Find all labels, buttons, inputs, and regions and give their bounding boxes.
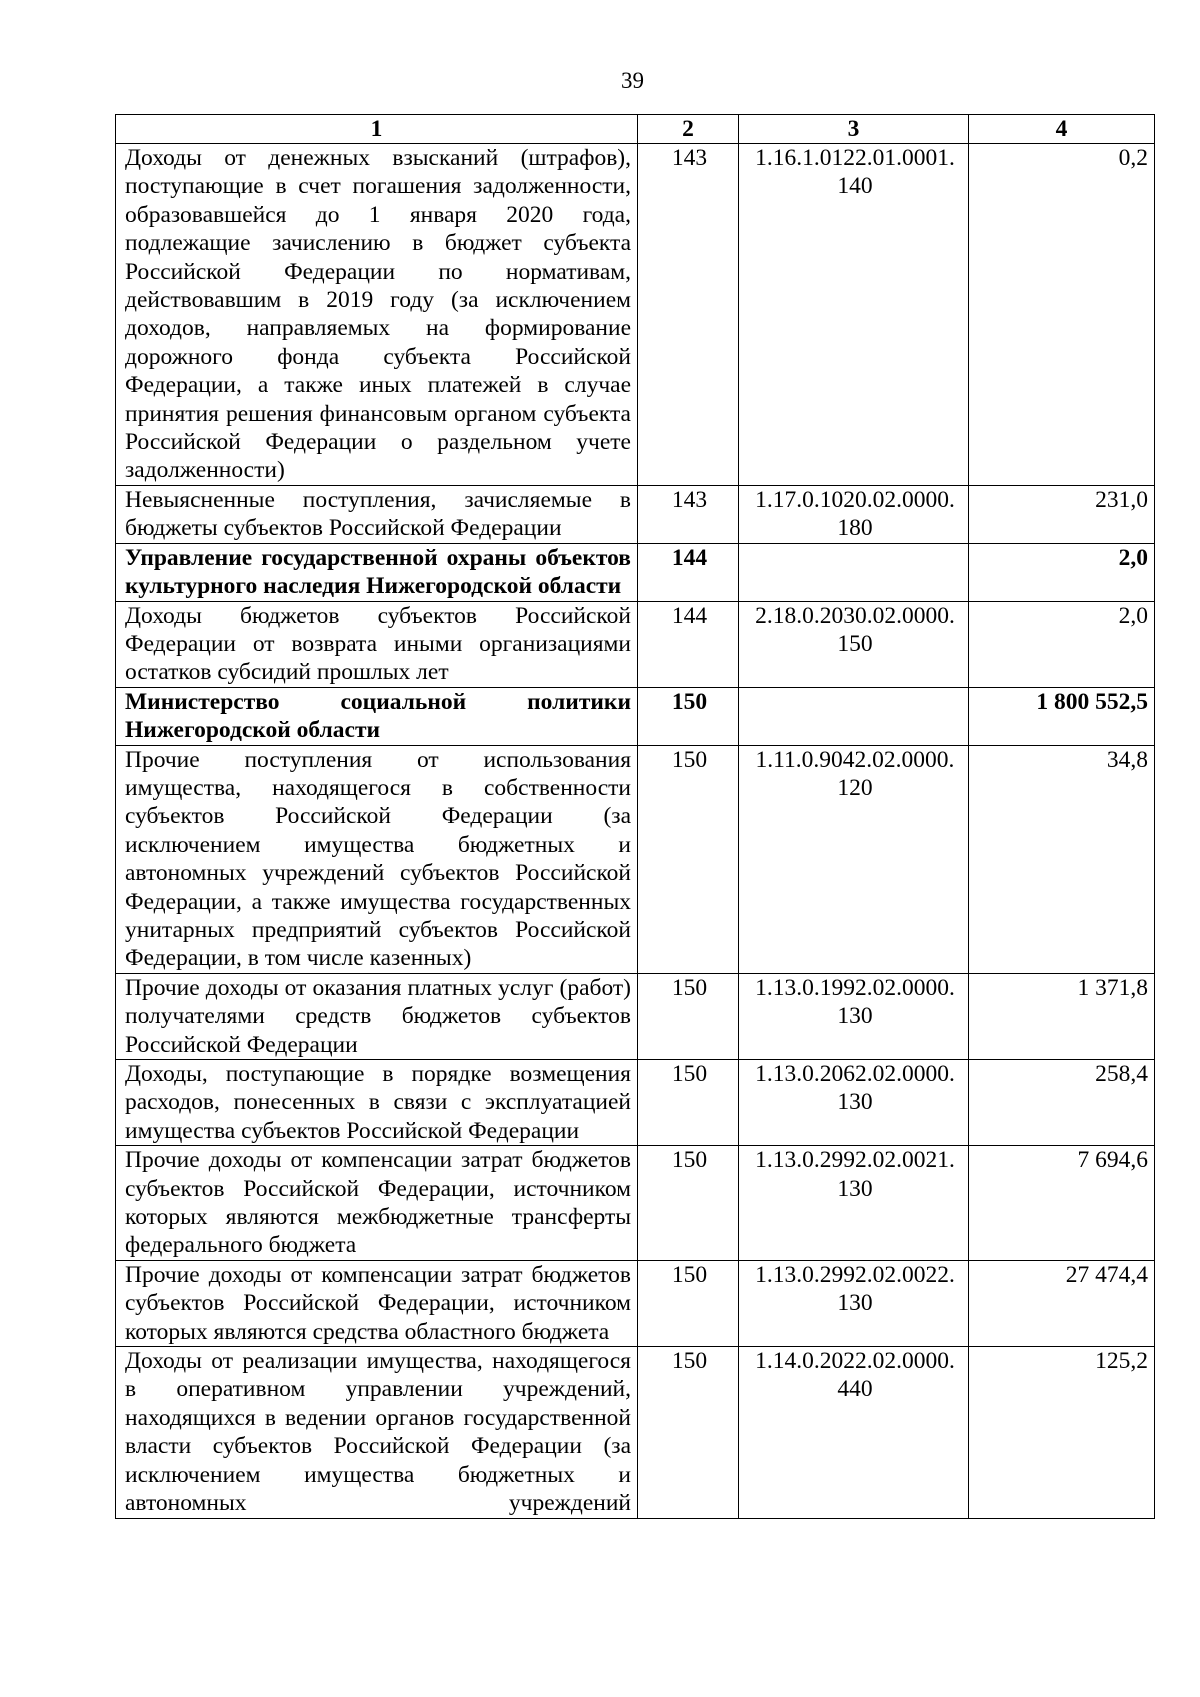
row-admin-code: 144 <box>638 601 739 687</box>
table-row <box>116 1060 1155 1146</box>
budget-code-line2: 130 <box>837 1003 873 1030</box>
row-admin-code: 143 <box>638 144 739 486</box>
table-row-department <box>116 543 1155 601</box>
row-admin-code: 150 <box>638 973 739 1059</box>
table-row <box>116 1260 1155 1346</box>
budget-code-line2: 440 <box>837 1376 873 1403</box>
budget-code-line2: 130 <box>837 1175 873 1202</box>
row-admin-code: 144 <box>638 543 739 601</box>
table-row <box>116 601 1155 687</box>
budget-code-line2: 120 <box>837 774 873 801</box>
row-admin-code: 150 <box>638 745 739 973</box>
row-admin-code: 143 <box>638 485 739 543</box>
row-budget-code <box>739 543 969 601</box>
row-amount: 1 371,8 <box>969 973 1155 1059</box>
row-description: Невыясненные поступления, зачисляемые в бюджеты субъектов Российской Федерации <box>116 485 638 543</box>
row-amount: 231,0 <box>969 485 1155 543</box>
table-row <box>116 144 1155 486</box>
table-header-row <box>116 115 1155 144</box>
row-budget-code <box>739 745 969 973</box>
row-amount: 0,2 <box>969 144 1155 486</box>
budget-code-line1: 1.16.1.0122.01.0001. <box>755 145 955 171</box>
budget-code-line1: 1.13.0.1992.02.0000. <box>755 974 955 1001</box>
row-amount: 258,4 <box>969 1060 1155 1146</box>
row-amount: 1 800 552,5 <box>969 687 1155 745</box>
row-budget-code <box>739 485 969 543</box>
row-amount: 7 694,6 <box>969 1146 1155 1261</box>
budget-code-line1: 2.18.0.2030.02.0000. <box>755 602 955 629</box>
page-number: 39 <box>621 68 644 93</box>
table-row <box>116 1347 1155 1518</box>
budget-code-line1: 1.14.0.2022.02.0000. <box>755 1348 955 1375</box>
row-description: Прочие доходы от компенсации затрат бюджетов субъектов Российской Федерации, источником которых являются межбюджетные трансферты федерального бюджета <box>116 1146 638 1261</box>
row-admin-code: 150 <box>638 1060 739 1146</box>
row-amount: 27 474,4 <box>969 1260 1155 1346</box>
row-description: Доходы бюджетов субъектов Российской Федерации от возврата иными организациями остатков субсидий прошлых лет <box>116 601 638 687</box>
row-admin-code: 150 <box>638 1260 739 1346</box>
row-budget-code <box>739 687 969 745</box>
row-admin-code: 150 <box>638 1146 739 1261</box>
row-budget-code <box>739 1060 969 1146</box>
table-row <box>116 745 1155 973</box>
row-amount: 34,8 <box>969 745 1155 973</box>
row-budget-code <box>739 973 969 1059</box>
row-description: Доходы от денежных взысканий (штрафов), поступающие в счет погашения задолженности, образовавшейся до 1 января 2020 года, подлежащие зачислению в бюджет субъекта Российской Федерации по нормативам, действовавшим в 2019 году (за исключением доходов, направляемых на формирование дорожного фонда субъекта Российской Федерации, а также иных платежей в случае принятия решения финансовым органом субъекта Российской Федерации о раздельном учете задолженности) <box>116 144 638 486</box>
row-amount: 2,0 <box>969 601 1155 687</box>
budget-code-line2: 140 <box>837 173 873 200</box>
row-description: Министерство социальной политики Нижегородской области <box>116 687 638 745</box>
row-amount: 125,2 <box>969 1347 1155 1518</box>
row-budget-code <box>739 1347 969 1518</box>
row-description: Доходы от реализации имущества, находящегося в оперативном управлении учреждений, находящихся в ведении органов государственной власти субъектов Российской Федерации (за исключением имущества бюджетных и автономных учреждений <box>116 1347 638 1518</box>
column-header-2: 2 <box>638 115 739 144</box>
column-header-3: 3 <box>739 115 969 144</box>
budget-code-line1: 1.13.0.2062.02.0000. <box>755 1061 955 1087</box>
row-budget-code <box>739 1146 969 1261</box>
table-row <box>116 485 1155 543</box>
row-description: Доходы, поступающие в порядке возмещения расходов, понесенных в связи с эксплуатацией имущества субъектов Российской Федерации <box>116 1060 638 1146</box>
column-header-1: 1 <box>116 115 638 144</box>
table-row <box>116 973 1155 1059</box>
row-budget-code <box>739 601 969 687</box>
table-row-department <box>116 687 1155 745</box>
budget-code-line1: 1.13.0.2992.02.0022. <box>755 1261 955 1288</box>
row-description: Прочие доходы от компенсации затрат бюджетов субъектов Российской Федерации, источником которых являются средства областного бюджета <box>116 1260 638 1346</box>
budget-code-line2: 180 <box>837 515 873 542</box>
row-admin-code: 150 <box>638 687 739 745</box>
budget-code-line2: 130 <box>837 1290 873 1317</box>
budget-code-line1: 1.13.0.2992.02.0021. <box>755 1147 955 1174</box>
row-description: Управление государственной охраны объектов культурного наследия Нижегородской области <box>116 543 638 601</box>
row-admin-code: 150 <box>638 1347 739 1518</box>
budget-code-line2: 150 <box>837 630 873 657</box>
row-budget-code <box>739 1260 969 1346</box>
row-amount: 2,0 <box>969 543 1155 601</box>
row-description: Прочие поступления от использования имущества, находящегося в собственности субъектов Российской Федерации (за исключением имущества бюджетных и автономных учреждений субъектов Российской Федерации, а также имущества государственных унитарных предприятий субъектов Российской Федерации, в том числе казенных) <box>116 745 638 973</box>
budget-code-line2: 130 <box>837 1089 873 1116</box>
column-header-4: 4 <box>969 115 1155 144</box>
table-row <box>116 1146 1155 1261</box>
budget-code-line1: 1.17.0.1020.02.0000. <box>755 486 955 513</box>
revenue-table <box>115 114 1155 1519</box>
row-budget-code <box>739 144 969 486</box>
budget-code-line1: 1.11.0.9042.02.0000. <box>755 746 955 773</box>
row-description: Прочие доходы от оказания платных услуг (работ) получателями средств бюджетов субъектов Российской Федерации <box>116 973 638 1059</box>
